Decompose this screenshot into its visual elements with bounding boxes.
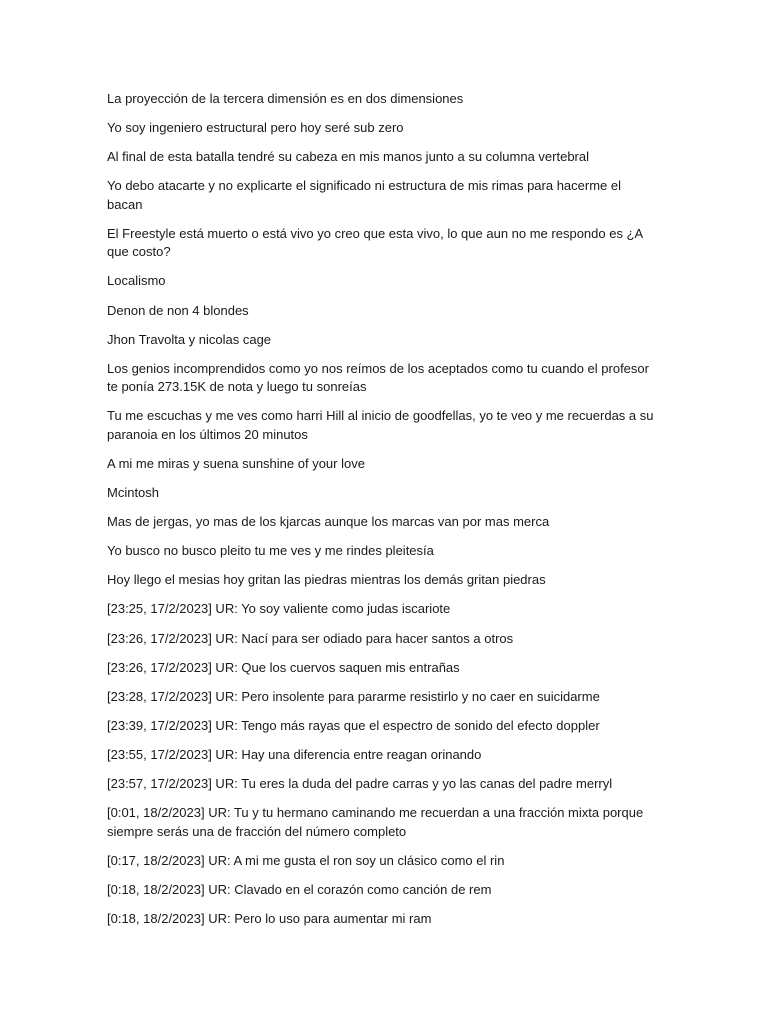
paragraph: Los genios incomprendidos como yo nos reímos de los aceptados como tu cuando el profesor te ponía 273.15K de nota y luego tu sonreías [107, 360, 649, 395]
chat-line: [0:01, 18/2/2023] UR: Tu y tu hermano caminando me recuerdan a una fracción mixta porque siempre serás una de fracción del número completo [107, 805, 644, 839]
paragraph: Mas de jergas, yo mas de los kjarcas aunque los marcas van por mas merca [107, 514, 550, 530]
paragraph: Yo debo atacarte y no explicarte el significado ni estructura de mis rimas para hacerme el bacan [107, 178, 622, 212]
paragraph: Localismo [107, 273, 166, 289]
chat-line: [0:18, 18/2/2023] UR: Clavado en el corazón como canción de rem [107, 881, 492, 897]
chat-line: [23:25, 17/2/2023] UR: Yo soy valiente como judas iscariote [107, 601, 451, 617]
chat-line: [23:55, 17/2/2023] UR: Hay una diferencia entre reagan orinando [107, 746, 482, 762]
document-body [107, 90, 657, 939]
paragraph: Yo soy ingeniero estructural pero hoy seré sub zero [107, 120, 404, 136]
chat-line: [23:39, 17/2/2023] UR: Tengo más rayas que el espectro de sonido del efecto doppler [107, 717, 600, 733]
paragraph: El Freestyle está muerto o está vivo yo creo que esta vivo, lo que aun no me respondo es ¿A que costo? [107, 225, 643, 260]
chat-line: [23:57, 17/2/2023] UR: Tu eres la duda del padre carras y yo las canas del padre merryl [107, 775, 613, 791]
paragraph: Al final de esta batalla tendré su cabeza en mis manos junto a su columna vertebral [107, 149, 589, 165]
paragraph: Jhon Travolta y nicolas cage [107, 331, 272, 347]
chat-line: [0:18, 18/2/2023] UR: Pero lo uso para aumentar mi ram [107, 910, 432, 926]
chat-line: [23:28, 17/2/2023] UR: Pero insolente para pararme resistirlo y no caer en suicidarme [107, 688, 600, 704]
paragraph: A mi me miras y suena sunshine of your love [107, 455, 365, 471]
chat-line: [23:26, 17/2/2023] UR: Que los cuervos saquen mis entrañas [107, 659, 460, 675]
paragraph: Yo busco no busco pleito tu me ves y me rindes pleitesía [107, 543, 434, 559]
paragraph: Hoy llego el mesias hoy gritan las piedras mientras los demás gritan piedras [107, 572, 546, 588]
paragraph: Mcintosh [107, 485, 160, 501]
paragraph: Tu me escuchas y me ves como harri Hill al inicio de goodfellas, yo te veo y me recuerdas a su paranoia en los últimos 20 minutos [107, 408, 654, 442]
chat-line: [23:26, 17/2/2023] UR: Nací para ser odiado para hacer santos a otros [107, 630, 514, 646]
chat-line: [0:17, 18/2/2023] UR: A mi me gusta el ron soy un clásico como el rin [107, 852, 505, 868]
paragraph: Denon de non 4 blondes [107, 302, 249, 318]
paragraph: La proyección de la tercera dimensión es en dos dimensiones [107, 91, 464, 106]
